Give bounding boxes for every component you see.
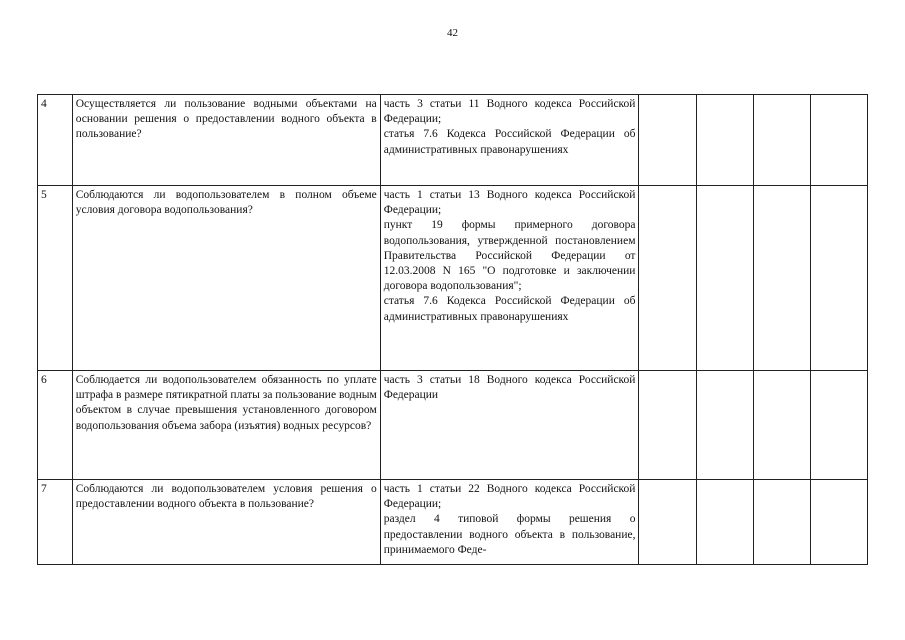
row-number: 5 (38, 186, 73, 371)
legal-reference (380, 186, 639, 371)
reference-line: статья 7.6 Кодекса Российской Федерации об административных правонарушениях (383, 128, 636, 156)
table-row (38, 95, 868, 186)
answer-yes-cell (639, 186, 696, 371)
note-cell (810, 95, 867, 186)
answer-na-cell (753, 186, 810, 371)
legal-reference (380, 95, 639, 186)
answer-na-cell (753, 95, 810, 186)
reference-line: раздел 4 типовой формы решения о предоставлении водного объекта в пользование, принимаемого Феде- (383, 513, 636, 556)
reference-line: часть 1 статьи 22 Водного кодекса Российской Федерации; (383, 483, 636, 511)
note-cell (810, 186, 867, 371)
question-text: Соблюдаются ли водопользователем в полном объеме условия договора водопользования? (72, 186, 380, 371)
answer-na-cell (753, 480, 810, 565)
reference-line: статья 7.6 Кодекса Российской Федерации об административных правонарушениях (383, 295, 636, 323)
reference-line: часть 3 статьи 18 Водного кодекса Российской Федерации (383, 374, 636, 402)
legal-reference (380, 371, 639, 480)
question-text: Соблюдаются ли водопользователем условия решения о предоставлении водного объекта в пользование? (72, 480, 380, 565)
checklist-table (37, 94, 868, 565)
page-number: 42 (447, 27, 458, 39)
answer-na-cell (753, 371, 810, 480)
reference-line: пункт 19 формы примерного договора водопользования, утвержденной постановлением Правительства Российской Федерации от 12.03.2008 N 165 "О подготовке и заключении договора водопользования"; (383, 219, 636, 293)
question-text: Соблюдается ли водопользователем обязанность по уплате штрафа в размере пятикратной платы за пользование водным объектом в случае превышения установленного договором водопользования объема забора (изъятия) водных ресурсов? (72, 371, 380, 480)
row-number: 4 (38, 95, 73, 186)
note-cell (810, 371, 867, 480)
answer-no-cell (696, 480, 753, 565)
row-number: 7 (38, 480, 73, 565)
table-row (38, 371, 868, 480)
table-row (38, 186, 868, 371)
answer-yes-cell (639, 371, 696, 480)
answer-yes-cell (639, 480, 696, 565)
legal-reference (380, 480, 639, 565)
answer-no-cell (696, 371, 753, 480)
note-cell (810, 480, 867, 565)
row-number: 6 (38, 371, 73, 480)
question-text: Осуществляется ли пользование водными объектами на основании решения о предоставлении водного объекта в пользование? (72, 95, 380, 186)
table-row (38, 480, 868, 565)
answer-no-cell (696, 95, 753, 186)
answer-yes-cell (639, 95, 696, 186)
answer-no-cell (696, 186, 753, 371)
reference-line: часть 3 статьи 11 Водного кодекса Российской Федерации; (383, 98, 636, 126)
reference-line: часть 1 статьи 13 Водного кодекса Российской Федерации; (383, 189, 636, 217)
